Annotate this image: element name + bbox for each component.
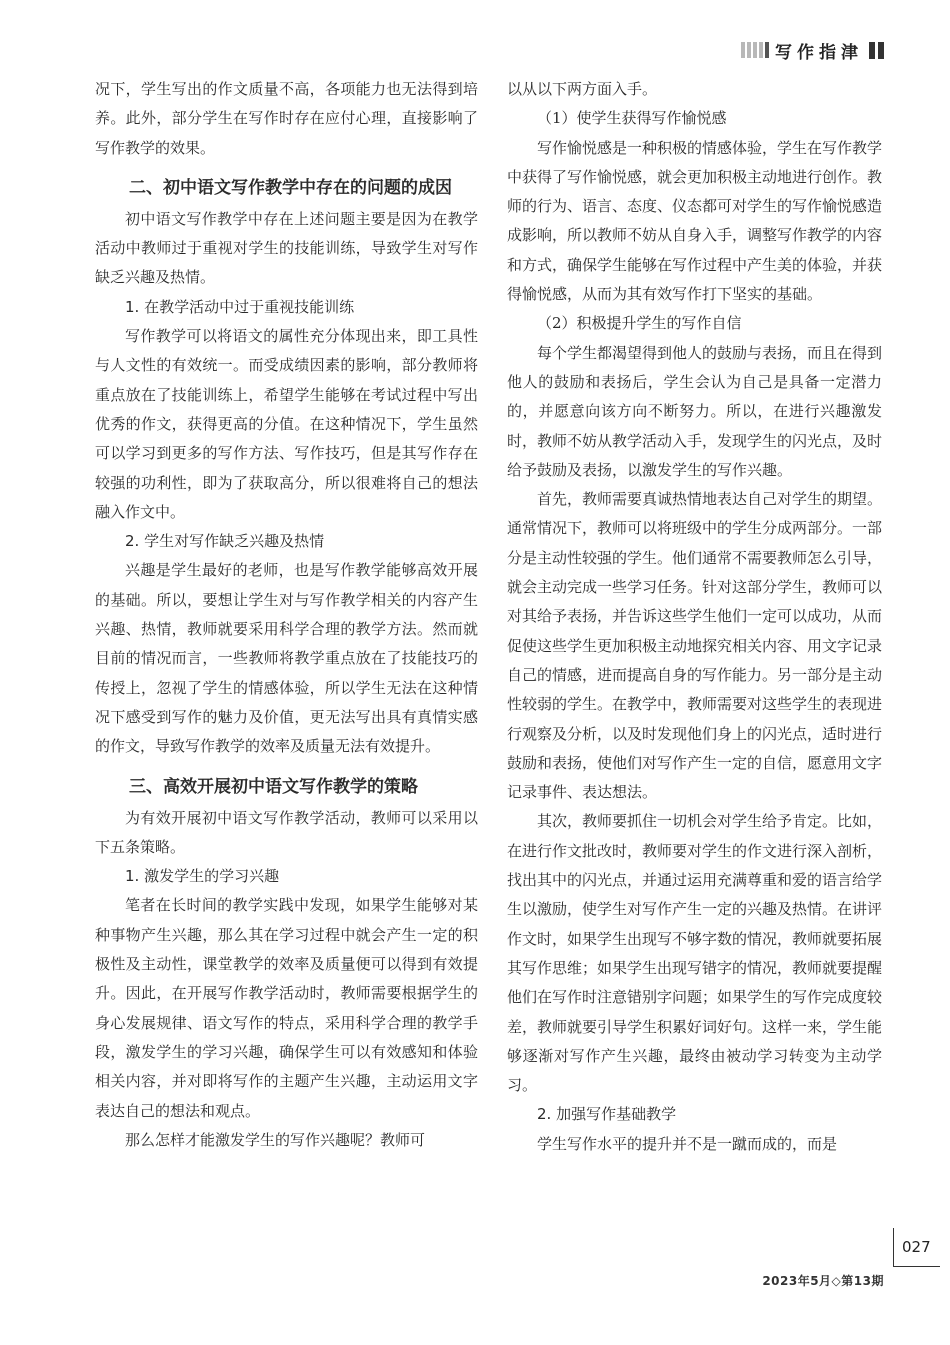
section-heading: 三、高效开展初中语文写作教学的策略 — [129, 776, 418, 797]
paragraph: 首先，教师需要真诚热情地表达自己对学生的期望。通常情况下，教师可以将班级中的学生分成两部分。一部分是主动性较强的学生。他们通常不需要教师怎么引导，就会主动完成一些学习任务。针对这部分学生，教师可以对其给予表扬，并告诉这些学生他们一定可以成功，从而促使这些学生更加积极主动地探究相关内容、用文字记录自己的情感，进而提高自身的写作能力。另一部分是主动性较弱的学生。在教学中，教师需要对这些学生的表现进行观察及分析，以及时发现他们身上的闪光点，适时进行鼓励和表扬，使他们对写作产生一定的自信，愿意用文字记录事件、表达想法。 — [507, 490, 883, 802]
paragraph: 以从以下两方面入手。 — [507, 80, 658, 98]
subsubsection-heading: （2）积极提升学生的写作自信 — [537, 314, 742, 333]
paragraph: 为有效开展初中语文写作教学活动，教师可以采用以下五条策略。 — [95, 808, 478, 856]
paragraph: 其次，教师要抓住一切机会对学生给予肯定。比如，在进行作文批改时，教师要对学生的作文进行深入剖析，找出其中的闪光点，并通过运用充满尊重和爱的语言给学生以激励，使学生对写作产生一定的兴趣及热情。在讲评作文时，如果学生出现写不够字数的情况，教师就要拓展其写作思维；如果学生出现写错字的情况，教师就要提醒他们在写作时注意错别字问题；如果学生的写作完成度较差，教师就要引导学生积累好词好句。这样一来，学生能够逐渐对写作产生兴趣，最终由被动学习转变为主动学习。 — [507, 812, 883, 1095]
header-end-bars-decoration — [869, 42, 884, 59]
paragraph: 况下，学生写出的作文质量不高，各项能力也无法得到培养。此外，部分学生在写作时存在应付心理，直接影响了写作教学的效果。 — [95, 80, 478, 157]
paragraph: 学生写作水平的提升并不是一蹴而成的，而是 — [537, 1134, 838, 1153]
paragraph: 写作愉悦感是一种积极的情感体验，学生在写作教学中获得了写作愉悦感，就会更加积极主动地进行创作。教师的行为、语言、态度、仪态都可对学生的写作愉悦感造成影响，所以教师不妨从自身入手，调整写作教学的内容和方式，确保学生能够在写作过程中产生美的体验，并获得愉悦感，从而为其有效写作打下坚实的基础。 — [507, 138, 883, 304]
subsection-heading: 2. 学生对写作缺乏兴趣及热情 — [125, 532, 325, 551]
subsubsection-heading: （1）使学生获得写作愉悦感 — [537, 109, 727, 128]
header-stripes-decoration — [741, 42, 769, 58]
left-column — [95, 75, 478, 1155]
paragraph: 写作教学可以将语文的属性充分体现出来，即工具性与人文性的有效统一。而受成绩因素的影响，部分教师将重点放在了技能训练上，希望学生能够在考试过程中写出优秀的作文，获得更高的分值。在这种情况下，学生虽然可以学习到更多的写作方法、写作技巧，但是其写作存在较强的功利性，即为了获取高分，所以很难将自己的想法融入作文中。 — [95, 327, 478, 521]
running-header — [741, 38, 884, 62]
page-number: 027 — [902, 1238, 931, 1256]
section-heading: 二、初中语文写作教学中存在的问题的成因 — [129, 177, 452, 198]
subsection-heading: 1. 激发学生的学习兴趣 — [125, 867, 280, 886]
paragraph: 笔者在长时间的教学实践中发现，如果学生能够对某种事物产生兴趣，那么其在学习过程中就会产生一定的积极性及主动性，课堂教学的效率及质量便可以得到有效提升。因此，在开展写作教学活动时，教师需要根据学生的身心发展规律、语文写作的特点，采用科学合理的教学手段，激发学生的学习兴趣，确保学生可以有效感知和体验相关内容，并对即将写作的主题产生兴趣，主动运用文字表达自己的想法和观点。 — [95, 896, 478, 1120]
paragraph: 初中语文写作教学中存在上述问题主要是因为在教学活动中教师过于重视对学生的技能训练，导致学生对写作缺乏兴趣及热情。 — [95, 209, 478, 287]
paragraph: 那么怎样才能激发学生的写作兴趣呢？教师可 — [125, 1130, 426, 1149]
paragraph: 兴趣是学生最好的老师，也是写作教学能够高效开展的基础。所以，要想让学生对与写作教学相关的内容产生兴趣、热情，教师就要采用科学合理的教学方法。然而就目前的情况而言，一些教师将教学重点放在了技能技巧的传授上，忽视了学生的情感体验，所以学生无法在这种情况下感受到写作的魅力及价值，更无法写出具有真情实感的作文，导致写作教学的效率及质量无法有效提升。 — [95, 561, 478, 756]
paragraph: 每个学生都渴望得到他人的鼓励与表扬，而且在得到他人的鼓励和表扬后，学生会认为自己是具备一定潜力的，并愿意向该方向不断努力。所以，在进行兴趣激发时，教师不妨从教学活动入手，发现学生的闪光点，及时给予鼓励及表扬，以激发学生的写作兴趣。 — [507, 343, 883, 479]
right-column — [507, 75, 882, 1159]
subsection-heading: 2. 加强写作基础教学 — [537, 1105, 677, 1124]
issue-label: 2023年5月◇第13期 — [762, 1274, 884, 1288]
section-title: 写作指津 — [775, 42, 863, 63]
subsection-heading: 1. 在教学活动中过于重视技能训练 — [125, 297, 355, 316]
